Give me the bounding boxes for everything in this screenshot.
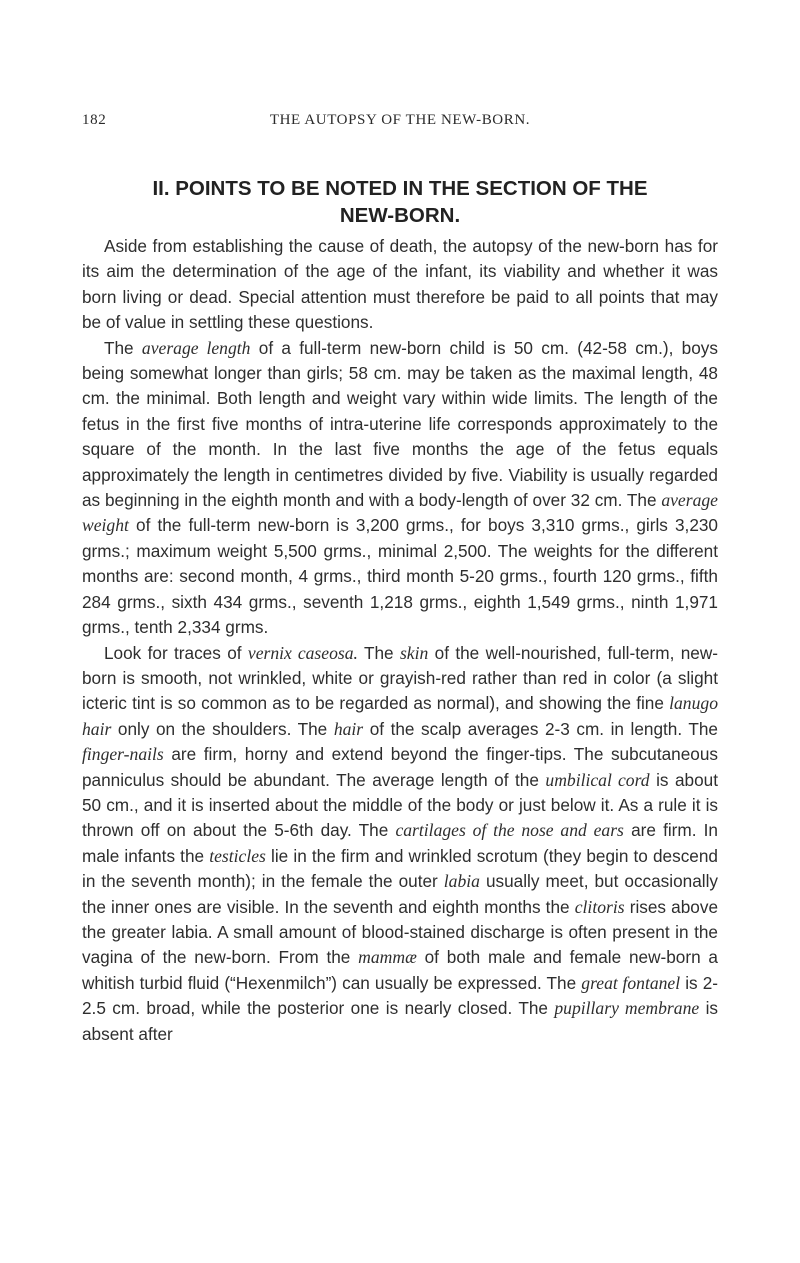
text-run: is 2-2.5 cm. broad, while the posterior one is nearly closed. The (82, 972, 718, 1019)
text-run: usually meet, but occasionally the inner ones are visible. In the seventh and eighth months the (82, 871, 719, 917)
text-run: of both male and female new-born a whitish turbid fluid (“Hexenmilch”) can usually be expressed. The (82, 947, 718, 993)
italic-term: great fontanel (581, 972, 681, 993)
text-run: The (357, 642, 400, 663)
text-run: is absent after (82, 998, 719, 1044)
text-run: of a full-term new-born child is 50 cm. (42-58 cm.), boys being somewhat longer than girls; 58 cm. may be taken as the maximal length, 48 cm. the minimal. Both length and weight vary within wide limits. The length of the fetus in the first five months of intra-uterine life corresponds approximately to the square of the month. In the last five months the age of the fetus equals approximately the length in centimetres divided by five. Viability is usually regarded as beginning in the eighth month and with a body-length of over 32 cm. The (82, 337, 718, 511)
italic-term: labia (443, 871, 480, 892)
paragraph-external-signs (82, 641, 718, 1048)
text-run: only on the shoulders. The (111, 718, 334, 739)
italic-term: mammæ (358, 947, 417, 968)
italic-term: hair (333, 718, 364, 739)
text-run: lie in the firm and wrinkled scrotum (they begin to descend in the seventh month); in the female the outer (82, 845, 718, 892)
italic-term: umbilical cord (545, 769, 650, 790)
section-heading-line-1: II. POINTS TO BE NOTED IN THE SECTION OF THE (152, 177, 648, 200)
italic-term: vernix caseosa. (247, 642, 358, 663)
text-run: are firm. In male infants the (82, 820, 718, 866)
section-heading (82, 175, 718, 229)
section-heading-line-2: NEW-BORN. (339, 204, 461, 227)
italic-term: average weight (82, 490, 718, 536)
italic-term: average length (141, 337, 251, 358)
text-run: is about 50 cm., and it is inserted about the middle of the body or just below it. As a rule it is thrown off on about the 5-6th day. The (82, 769, 719, 841)
italic-term: testicles (209, 845, 266, 866)
italic-term: finger-nails (82, 744, 164, 765)
body-text (82, 234, 718, 1047)
italic-term: skin (399, 642, 429, 663)
italic-term: cartilages of the nose and ears (395, 820, 624, 841)
text-run: Look for traces of (104, 642, 248, 663)
running-head (82, 112, 718, 132)
italic-term: pupillary membrane (554, 998, 700, 1019)
text-run: rises above the greater labia. A small amount of blood-stained discharge is often present in the vagina of the new-born. From the (82, 896, 719, 968)
running-title: THE AUTOPSY OF THE NEW-BORN. (269, 112, 531, 128)
text-run: are firm, horny and extend beyond the finger-tips. The subcutaneous panniculus should be abundant. The average length of the (82, 744, 718, 790)
text-run: of the full-term new-born is 3,200 grms., for boys 3,310 grms., girls 3,230 grms.; maximum weight 5,500 grms., minimal 2,500. The weights for the different months are: second month, 4 grms., third month 5-20 grms., fourth 120 grms., fifth 284 grms., sixth 434 grms., seventh 1,218 grms., eighth 1,549 grms., ninth 1,971 grms., tenth 2,334 grms. (82, 515, 718, 638)
paragraph-length-weight (82, 336, 718, 641)
page-number: 182 (82, 112, 107, 128)
italic-term: clitoris (574, 896, 625, 917)
text-run: The (104, 337, 142, 358)
text-run: of the scalp averages 2-3 cm. in length. The (363, 718, 718, 739)
paragraph-purpose: Aside from establishing the cause of death, the autopsy of the new-born has for its aim the determination of the age of the infant, its viability and whether it was born living or dead. Special attention must therefore be paid to all points that may be of value in settling these questions. (82, 236, 718, 333)
text-run: of the well-nourished, full-term, new-born is smooth, not wrinkled, white or grayish-red rather than red in color (a slight icteric tint is so common as to be regarded as normal), and showing the fine (82, 642, 718, 714)
italic-term: lanugo hair (82, 693, 718, 739)
